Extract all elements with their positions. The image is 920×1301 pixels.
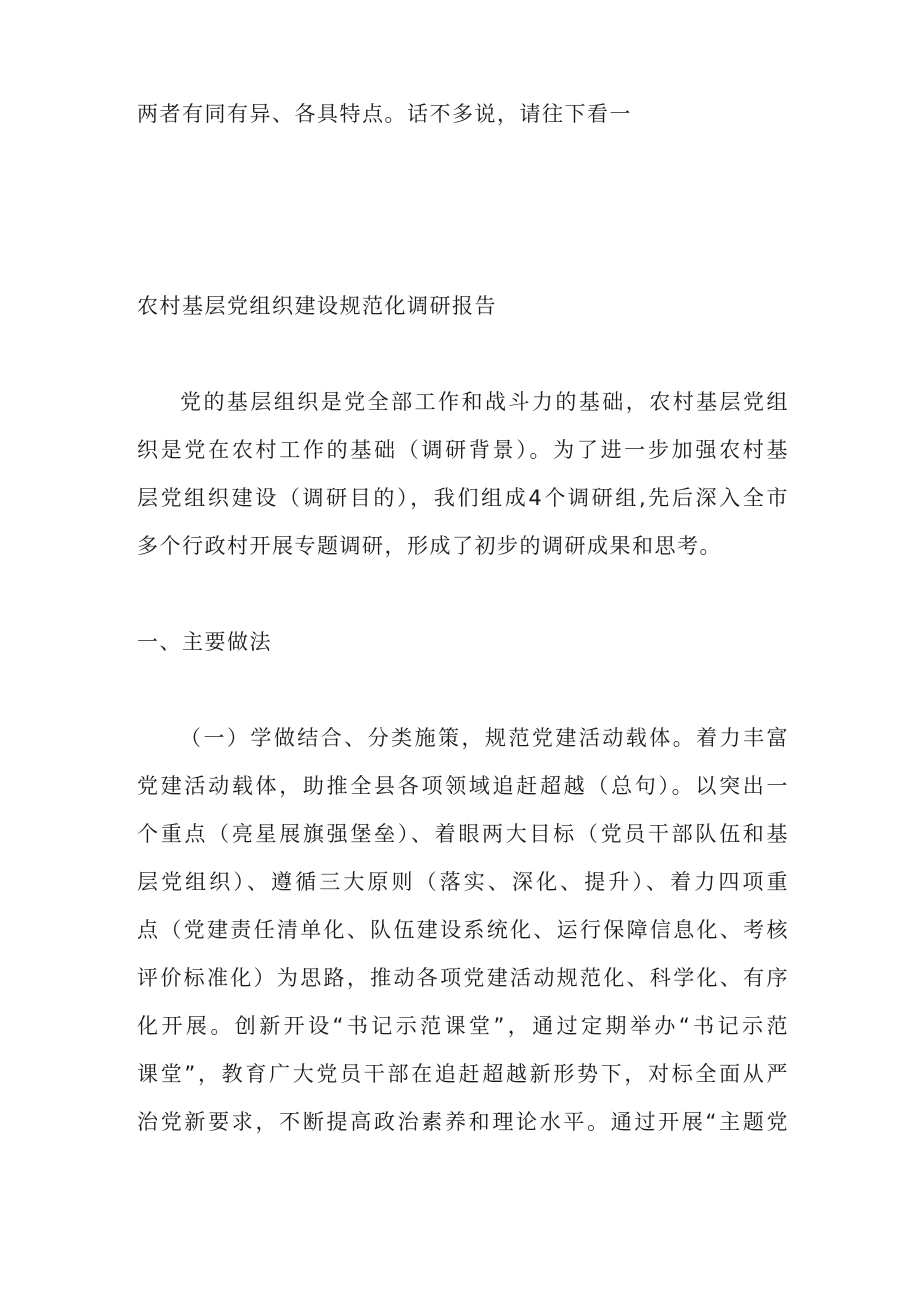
intro-line: 两者有同有异、各具特点。话不多说，请往下看一 — [137, 102, 632, 126]
paragraph-line: 点（党建责任清单化、队伍建设系统化、运行保障信息化、考核 — [137, 918, 789, 942]
paragraph-line: 层党组织建设（调研目的），我们组成4个调研组,先后深入全市 — [137, 486, 789, 510]
paragraph-line: 个重点（亮星展旗强堡垒）、着眼两大目标（党员干部队伍和基 — [137, 822, 789, 846]
paragraph-line: 治党新要求，不断提高政治素养和理论水平。通过开展“主题党 — [137, 1110, 789, 1134]
report-title: 农村基层党组织建设规范化调研报告 — [137, 294, 497, 318]
paragraph-line: 党的基层组织是党全部工作和战斗力的基础，农村基层党组 — [180, 390, 789, 414]
paragraph-line: 课堂”，教育广大党员干部在追赶超越新形势下，对标全面从严 — [137, 1062, 789, 1086]
section-heading: 一、主要做法 — [137, 630, 272, 654]
paragraph-line: 多个行政村开展专题调研，形成了初步的调研成果和思考。 — [137, 534, 722, 558]
paragraph-line: 评价标准化）为思路，推动各项党建活动规范化、科学化、有序 — [137, 966, 789, 990]
paragraph-line: （一）学做结合、分类施策，规范党建活动载体。着力丰富 — [180, 726, 789, 750]
paragraph-line: 织是党在农村工作的基础（调研背景）。为了进一步加强农村基 — [137, 438, 789, 462]
paragraph-line: 层党组织）、遵循三大原则（落实、深化、提升）、着力四项重 — [137, 870, 789, 894]
paragraph-line: 党建活动载体，助推全县各项领域追赶超越（总句）。以突出一 — [137, 774, 789, 798]
paragraph-line: 化开展。创新开设“书记示范课堂”，通过定期举办“书记示范 — [137, 1014, 789, 1038]
